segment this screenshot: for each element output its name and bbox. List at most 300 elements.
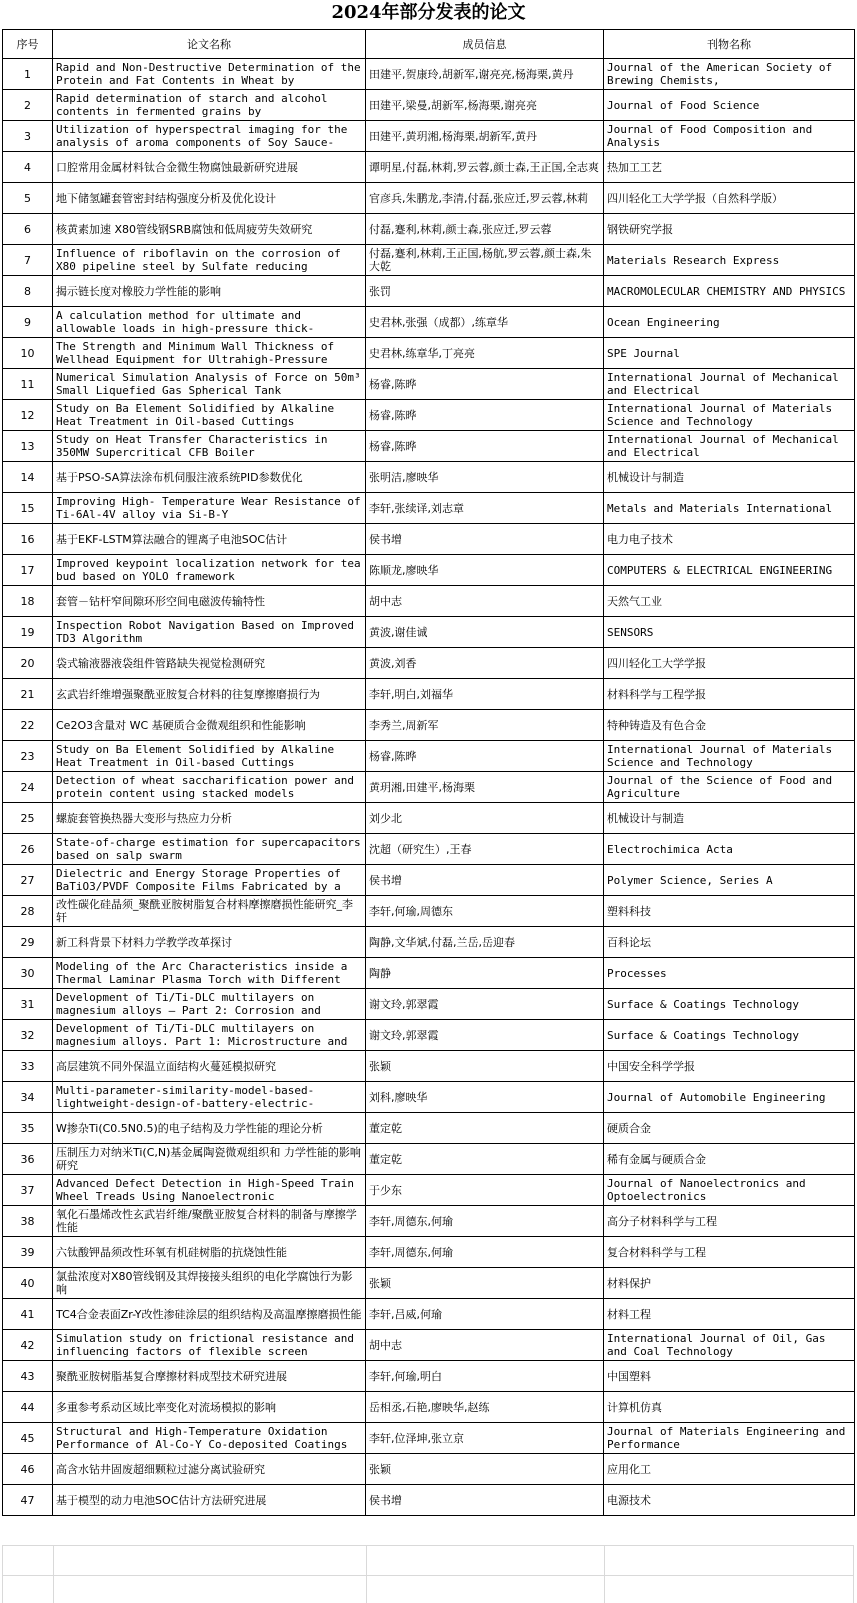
row-members-cell[interactable] bbox=[366, 369, 604, 400]
row-journal: 复合材料科学与工程 bbox=[607, 1245, 706, 1259]
row-members-cell[interactable] bbox=[366, 400, 604, 431]
row-members: 董定乾 bbox=[369, 1152, 402, 1166]
row-index-cell[interactable] bbox=[3, 1361, 53, 1392]
row-members-cell[interactable] bbox=[366, 276, 604, 307]
row-journal-cell[interactable] bbox=[604, 245, 855, 276]
row-index: 6 bbox=[24, 222, 31, 236]
table-row bbox=[3, 524, 855, 555]
table-row bbox=[3, 958, 855, 989]
row-members-cell[interactable] bbox=[366, 1485, 604, 1516]
row-journal-cell[interactable] bbox=[604, 586, 855, 617]
row-index-cell[interactable] bbox=[3, 1237, 53, 1268]
row-members: 史君林,张强（成都）,练章华 bbox=[369, 315, 508, 329]
row-paper-title-cell[interactable] bbox=[53, 245, 366, 276]
row-paper-title-cell[interactable] bbox=[53, 1175, 366, 1206]
row-members-cell[interactable] bbox=[366, 586, 604, 617]
row-paper-title-cell[interactable] bbox=[53, 214, 366, 245]
row-index: 17 bbox=[20, 563, 35, 577]
row-journal-cell[interactable] bbox=[604, 555, 855, 586]
row-members-cell[interactable] bbox=[366, 1423, 604, 1454]
row-paper-title: Study on Heat Transfer Characteristics in 350MW Supercritical CFB Boiler bbox=[56, 433, 328, 459]
table-row bbox=[3, 214, 855, 245]
row-paper-title-cell[interactable] bbox=[53, 369, 366, 400]
row-index: 34 bbox=[20, 1090, 35, 1104]
row-journal-cell[interactable] bbox=[604, 462, 855, 493]
row-index-cell[interactable] bbox=[3, 865, 53, 896]
row-journal: 电力电子技术 bbox=[607, 532, 673, 546]
row-members-cell[interactable] bbox=[366, 617, 604, 648]
row-journal-cell[interactable] bbox=[604, 121, 855, 152]
row-paper-title: 地下储氢罐套管密封结构强度分析及优化设计 bbox=[56, 191, 276, 205]
row-paper-title: Rapid and Non-Destructive Determination of the Protein and Fat Contents in Wheat by bbox=[56, 61, 361, 87]
row-journal-cell[interactable] bbox=[604, 369, 855, 400]
row-journal-cell[interactable] bbox=[604, 431, 855, 462]
row-paper-title-cell[interactable] bbox=[53, 989, 366, 1020]
row-members-cell[interactable] bbox=[366, 803, 604, 834]
row-members-cell[interactable] bbox=[366, 307, 604, 338]
row-journal-cell[interactable] bbox=[604, 1485, 855, 1516]
row-paper-title: Improving High- Temperature Wear Resistance of Ti-6Al-4V alloy via Si-B-Y bbox=[56, 495, 361, 521]
row-journal-cell[interactable] bbox=[604, 1392, 855, 1423]
row-index-cell[interactable] bbox=[3, 524, 53, 555]
row-paper-title-cell[interactable] bbox=[53, 338, 366, 369]
table-row bbox=[3, 1082, 855, 1113]
table-row bbox=[3, 648, 855, 679]
row-members-cell[interactable] bbox=[366, 927, 604, 958]
row-members-cell[interactable] bbox=[366, 1113, 604, 1144]
row-paper-title-cell[interactable] bbox=[53, 865, 366, 896]
row-journal-cell[interactable] bbox=[604, 1020, 855, 1051]
row-members-cell[interactable] bbox=[366, 524, 604, 555]
table-row bbox=[3, 121, 855, 152]
row-journal-cell[interactable] bbox=[604, 679, 855, 710]
row-journal: 百科论坛 bbox=[607, 935, 651, 949]
row-index: 16 bbox=[20, 532, 35, 546]
row-index: 38 bbox=[20, 1214, 35, 1228]
row-paper-title-cell[interactable] bbox=[53, 1144, 366, 1175]
row-journal-cell[interactable] bbox=[604, 648, 855, 679]
row-members-cell[interactable] bbox=[366, 741, 604, 772]
row-paper-title-cell[interactable] bbox=[53, 524, 366, 555]
row-paper-title-cell[interactable] bbox=[53, 307, 366, 338]
row-journal-cell[interactable] bbox=[604, 1206, 855, 1237]
table-row bbox=[3, 1268, 855, 1299]
row-journal-cell[interactable] bbox=[604, 927, 855, 958]
row-index-cell[interactable] bbox=[3, 338, 53, 369]
row-index-cell[interactable] bbox=[3, 90, 53, 121]
table-row bbox=[3, 617, 855, 648]
row-paper-title: 基于PSO-SA算法涂布机伺服注液系统PID参数优化 bbox=[56, 470, 303, 484]
row-journal: Surface & Coatings Technology bbox=[607, 997, 800, 1011]
row-index-cell[interactable] bbox=[3, 927, 53, 958]
row-paper-title-cell[interactable] bbox=[53, 1423, 366, 1454]
row-members-cell[interactable] bbox=[366, 59, 604, 90]
row-paper-title-cell[interactable] bbox=[53, 276, 366, 307]
row-paper-title-cell[interactable] bbox=[53, 617, 366, 648]
row-journal-cell[interactable] bbox=[604, 1051, 855, 1082]
row-members-cell[interactable] bbox=[366, 1392, 604, 1423]
row-paper-title-cell[interactable] bbox=[53, 1051, 366, 1082]
row-members-cell[interactable] bbox=[366, 245, 604, 276]
row-paper-title-cell[interactable] bbox=[53, 431, 366, 462]
row-index: 26 bbox=[20, 842, 35, 856]
row-index-cell[interactable] bbox=[3, 679, 53, 710]
row-members-cell[interactable] bbox=[366, 958, 604, 989]
row-index-cell[interactable] bbox=[3, 462, 53, 493]
row-index-cell[interactable] bbox=[3, 400, 53, 431]
row-paper-title-cell[interactable] bbox=[53, 1361, 366, 1392]
row-paper-title-cell[interactable] bbox=[53, 1082, 366, 1113]
row-journal: 硬质合金 bbox=[607, 1121, 651, 1135]
row-members: 胡中志 bbox=[369, 1338, 402, 1352]
row-index-cell[interactable] bbox=[3, 1423, 53, 1454]
row-index-cell[interactable] bbox=[3, 834, 53, 865]
row-paper-title: 螺旋套管换热器大变形与热应力分析 bbox=[56, 811, 232, 825]
row-paper-title: Modeling of the Arc Characteristics inside a Thermal Laminar Plasma Torch with Different bbox=[56, 960, 348, 986]
row-index-cell[interactable] bbox=[3, 1454, 53, 1485]
row-index-cell[interactable] bbox=[3, 1330, 53, 1361]
row-members-cell[interactable] bbox=[366, 1361, 604, 1392]
row-paper-title-cell[interactable] bbox=[53, 834, 366, 865]
header-row bbox=[3, 30, 855, 59]
row-index-cell[interactable] bbox=[3, 214, 53, 245]
row-journal: 应用化工 bbox=[607, 1462, 651, 1476]
row-journal-cell[interactable] bbox=[604, 1144, 855, 1175]
row-index-cell[interactable] bbox=[3, 958, 53, 989]
row-paper-title-cell[interactable] bbox=[53, 462, 366, 493]
row-members-cell[interactable] bbox=[366, 865, 604, 896]
row-journal-cell[interactable] bbox=[604, 1423, 855, 1454]
row-index-cell[interactable] bbox=[3, 896, 53, 927]
row-paper-title-cell[interactable] bbox=[53, 648, 366, 679]
row-index-cell[interactable] bbox=[3, 431, 53, 462]
row-journal: 钢铁研究学报 bbox=[607, 222, 673, 236]
table-row bbox=[3, 1361, 855, 1392]
row-paper-title: W掺杂Ti(C0.5N0.5)的电子结构及力学性能的理论分析 bbox=[56, 1121, 323, 1135]
row-index-cell[interactable] bbox=[3, 1051, 53, 1082]
row-journal-cell[interactable] bbox=[604, 183, 855, 214]
row-index-cell[interactable] bbox=[3, 1268, 53, 1299]
row-paper-title-cell[interactable] bbox=[53, 803, 366, 834]
row-journal: International Journal of Mechanical and Electrical bbox=[607, 433, 839, 459]
row-members: 于少东 bbox=[369, 1183, 402, 1197]
table-row bbox=[3, 462, 855, 493]
row-paper-title: Inspection Robot Navigation Based on Improved TD3 Algorithm bbox=[56, 619, 355, 645]
row-index-cell[interactable] bbox=[3, 586, 53, 617]
row-members-cell[interactable] bbox=[366, 834, 604, 865]
row-index-cell[interactable] bbox=[3, 617, 53, 648]
row-index: 9 bbox=[24, 315, 31, 329]
row-index-cell[interactable] bbox=[3, 741, 53, 772]
row-journal: Journal of Food Composition and Analysis bbox=[607, 123, 813, 149]
table-body bbox=[3, 59, 855, 1516]
row-journal-cell[interactable] bbox=[604, 989, 855, 1020]
row-members: 黄玥湘,田建平,杨海栗 bbox=[369, 780, 475, 794]
row-index: 23 bbox=[20, 749, 35, 763]
row-paper-title: Influence of riboflavin on the corrosion of X80 pipeline steel by Sulfate reducing bbox=[56, 247, 341, 273]
row-members-cell[interactable] bbox=[366, 1144, 604, 1175]
table-row bbox=[3, 710, 855, 741]
row-members-cell[interactable] bbox=[366, 989, 604, 1020]
row-index-cell[interactable] bbox=[3, 245, 53, 276]
row-paper-title-cell[interactable] bbox=[53, 152, 366, 183]
row-members: 张颖 bbox=[369, 1462, 391, 1476]
row-journal-cell[interactable] bbox=[604, 1361, 855, 1392]
row-index-cell[interactable] bbox=[3, 772, 53, 803]
table-row bbox=[3, 307, 855, 338]
row-journal-cell[interactable] bbox=[604, 307, 855, 338]
row-members-cell[interactable] bbox=[366, 121, 604, 152]
row-paper-title: 高层建筑不同外保温立面结构火蔓延模拟研究 bbox=[56, 1059, 276, 1073]
row-paper-title: Development of Ti/Ti-DLC multilayers on magnesium alloys. Part 1: Microstructure and bbox=[56, 1022, 348, 1048]
row-members: 杨睿,陈晔 bbox=[369, 377, 417, 391]
row-paper-title-cell[interactable] bbox=[53, 1113, 366, 1144]
row-index: 27 bbox=[20, 873, 35, 887]
row-index-cell[interactable] bbox=[3, 121, 53, 152]
row-journal-cell[interactable] bbox=[604, 493, 855, 524]
row-journal: 热加工工艺 bbox=[607, 160, 662, 174]
row-members-cell[interactable] bbox=[366, 1299, 604, 1330]
row-journal-cell[interactable] bbox=[604, 400, 855, 431]
row-members-cell[interactable] bbox=[366, 772, 604, 803]
row-members-cell[interactable] bbox=[366, 90, 604, 121]
row-journal-cell[interactable] bbox=[604, 1454, 855, 1485]
row-index: 11 bbox=[20, 377, 35, 391]
row-journal: International Journal of Oil, Gas and Coal Technology bbox=[607, 1332, 826, 1358]
row-members-cell[interactable] bbox=[366, 1330, 604, 1361]
header-journal[interactable]: 刊物名称 bbox=[604, 30, 855, 59]
row-members-cell[interactable] bbox=[366, 710, 604, 741]
row-journal: 材料工程 bbox=[607, 1307, 651, 1321]
row-index: 31 bbox=[20, 997, 35, 1011]
row-members-cell[interactable] bbox=[366, 679, 604, 710]
row-paper-title: Study on Ba Element Solidified by Alkaline Heat Treatment in Oil-based Cuttings bbox=[56, 402, 335, 428]
table-row bbox=[3, 152, 855, 183]
table-row bbox=[3, 989, 855, 1020]
row-members-cell[interactable] bbox=[366, 555, 604, 586]
table-row bbox=[3, 772, 855, 803]
table-row bbox=[3, 1175, 855, 1206]
row-journal: 材料保护 bbox=[607, 1276, 651, 1290]
row-paper-title-cell[interactable] bbox=[53, 1237, 366, 1268]
row-paper-title: Rapid determination of starch and alcohol contents in fermented grains by bbox=[56, 92, 328, 118]
row-journal-cell[interactable] bbox=[604, 1299, 855, 1330]
row-index: 14 bbox=[20, 470, 35, 484]
row-paper-title: Ce2O3含量对 WC 基硬质合金微观组织和性能影响 bbox=[56, 718, 306, 732]
row-journal-cell[interactable] bbox=[604, 865, 855, 896]
row-journal-cell[interactable] bbox=[604, 90, 855, 121]
row-index-cell[interactable] bbox=[3, 803, 53, 834]
row-index-cell[interactable] bbox=[3, 59, 53, 90]
row-paper-title-cell[interactable] bbox=[53, 741, 366, 772]
row-paper-title-cell[interactable] bbox=[53, 59, 366, 90]
table-row bbox=[3, 400, 855, 431]
row-paper-title-cell[interactable] bbox=[53, 679, 366, 710]
row-paper-title: 高含水钻井固废超细颗粒过滤分离试验研究 bbox=[56, 1462, 265, 1476]
row-index-cell[interactable] bbox=[3, 1144, 53, 1175]
row-index-cell[interactable] bbox=[3, 1485, 53, 1516]
row-paper-title-cell[interactable] bbox=[53, 1392, 366, 1423]
row-index-cell[interactable] bbox=[3, 555, 53, 586]
row-journal-cell[interactable] bbox=[604, 617, 855, 648]
header-index[interactable]: 序号 bbox=[3, 30, 53, 59]
row-index-cell[interactable] bbox=[3, 989, 53, 1020]
row-index-cell[interactable] bbox=[3, 710, 53, 741]
row-index: 1 bbox=[24, 67, 31, 81]
row-journal-cell[interactable] bbox=[604, 524, 855, 555]
row-journal-cell[interactable] bbox=[604, 958, 855, 989]
row-index: 7 bbox=[24, 253, 31, 267]
row-index-cell[interactable] bbox=[3, 493, 53, 524]
row-members: 谢文玲,郭翠霞 bbox=[369, 997, 439, 1011]
row-journal-cell[interactable] bbox=[604, 896, 855, 927]
row-journal-cell[interactable] bbox=[604, 1330, 855, 1361]
row-paper-title-cell[interactable] bbox=[53, 710, 366, 741]
row-journal-cell[interactable] bbox=[604, 1175, 855, 1206]
row-journal-cell[interactable] bbox=[604, 276, 855, 307]
row-members: 李秀兰,周新军 bbox=[369, 718, 439, 732]
row-journal: Journal of the American Society of Brewing Chemists, bbox=[607, 61, 833, 87]
row-index-cell[interactable] bbox=[3, 307, 53, 338]
row-paper-title-cell[interactable] bbox=[53, 586, 366, 617]
row-journal-cell[interactable] bbox=[604, 1082, 855, 1113]
row-journal: 塑料科技 bbox=[607, 904, 651, 918]
row-paper-title-cell[interactable] bbox=[53, 1206, 366, 1237]
row-members-cell[interactable] bbox=[366, 1206, 604, 1237]
row-paper-title-cell[interactable] bbox=[53, 772, 366, 803]
row-paper-title-cell[interactable] bbox=[53, 493, 366, 524]
row-members-cell[interactable] bbox=[366, 1454, 604, 1485]
row-index-cell[interactable] bbox=[3, 1082, 53, 1113]
row-journal-cell[interactable] bbox=[604, 772, 855, 803]
row-paper-title-cell[interactable] bbox=[53, 400, 366, 431]
row-members: 田建平,黄玥湘,杨海栗,胡新军,黄丹 bbox=[369, 129, 537, 143]
row-journal-cell[interactable] bbox=[604, 710, 855, 741]
row-paper-title: 套管－钻杆窄间隙环形空间电磁波传输特性 bbox=[56, 594, 265, 608]
row-members: 谢文玲,郭翠霞 bbox=[369, 1028, 439, 1042]
row-members-cell[interactable] bbox=[366, 214, 604, 245]
row-paper-title: 改性碳化硅晶须_聚酰亚胺树脂复合材料摩擦磨损性能研究_李轩 bbox=[56, 898, 353, 924]
row-journal-cell[interactable] bbox=[604, 803, 855, 834]
row-paper-title-cell[interactable] bbox=[53, 958, 366, 989]
row-index-cell[interactable] bbox=[3, 1020, 53, 1051]
row-index: 21 bbox=[20, 687, 35, 701]
row-paper-title-cell[interactable] bbox=[53, 927, 366, 958]
row-index-cell[interactable] bbox=[3, 1113, 53, 1144]
row-index: 12 bbox=[20, 408, 35, 422]
row-journal: International Journal of Materials Science and Technology bbox=[607, 402, 833, 428]
row-members-cell[interactable] bbox=[366, 183, 604, 214]
row-members-cell[interactable] bbox=[366, 338, 604, 369]
row-index-cell[interactable] bbox=[3, 369, 53, 400]
row-members: 李轩,明白,刘福华 bbox=[369, 687, 453, 701]
header-paper-title[interactable]: 论文名称 bbox=[53, 30, 366, 59]
row-journal: Journal of Materials Engineering and Performance bbox=[607, 1425, 846, 1451]
row-index-cell[interactable] bbox=[3, 1206, 53, 1237]
row-paper-title: 揭示链长度对橡胶力学性能的影响 bbox=[56, 284, 221, 298]
row-journal: 中国塑料 bbox=[607, 1369, 651, 1383]
row-journal-cell[interactable] bbox=[604, 59, 855, 90]
row-paper-title-cell[interactable] bbox=[53, 121, 366, 152]
row-members-cell[interactable] bbox=[366, 493, 604, 524]
row-journal-cell[interactable] bbox=[604, 741, 855, 772]
row-journal-cell[interactable] bbox=[604, 338, 855, 369]
row-members-cell[interactable] bbox=[366, 648, 604, 679]
row-index-cell[interactable] bbox=[3, 183, 53, 214]
row-paper-title-cell[interactable] bbox=[53, 1330, 366, 1361]
row-journal: 天然气工业 bbox=[607, 594, 662, 608]
row-paper-title-cell[interactable] bbox=[53, 183, 366, 214]
row-paper-title-cell[interactable] bbox=[53, 1299, 366, 1330]
table-row bbox=[3, 741, 855, 772]
row-paper-title-cell[interactable] bbox=[53, 555, 366, 586]
row-members-cell[interactable] bbox=[366, 1051, 604, 1082]
row-index: 42 bbox=[20, 1338, 35, 1352]
row-members: 李轩,周德东,何瑜 bbox=[369, 1214, 453, 1228]
row-members: 史君林,练章华,丁亮亮 bbox=[369, 346, 475, 360]
row-index-cell[interactable] bbox=[3, 152, 53, 183]
row-members: 张颖 bbox=[369, 1276, 391, 1290]
empty-grid-area bbox=[2, 1545, 854, 1603]
row-index: 33 bbox=[20, 1059, 35, 1073]
row-index-cell[interactable] bbox=[3, 1299, 53, 1330]
row-journal: Materials Research Express bbox=[607, 253, 780, 267]
row-index-cell[interactable] bbox=[3, 1175, 53, 1206]
row-paper-title-cell[interactable] bbox=[53, 1020, 366, 1051]
row-index: 20 bbox=[20, 656, 35, 670]
row-members: 李轩,何瑜,明白 bbox=[369, 1369, 442, 1383]
row-paper-title-cell[interactable] bbox=[53, 896, 366, 927]
row-paper-title: Detection of wheat saccharification power and protein content using stacked models bbox=[56, 774, 355, 800]
row-index: 47 bbox=[20, 1493, 35, 1507]
row-members: 田建平,贺康玲,胡新军,谢亮亮,杨海栗,黄丹 bbox=[369, 67, 574, 81]
row-paper-title-cell[interactable] bbox=[53, 90, 366, 121]
row-members-cell[interactable] bbox=[366, 1175, 604, 1206]
row-members-cell[interactable] bbox=[366, 1020, 604, 1051]
row-members-cell[interactable] bbox=[366, 462, 604, 493]
row-index-cell[interactable] bbox=[3, 276, 53, 307]
row-paper-title-cell[interactable] bbox=[53, 1454, 366, 1485]
row-members: 张颖 bbox=[369, 1059, 391, 1073]
row-members-cell[interactable] bbox=[366, 1082, 604, 1113]
row-members-cell[interactable] bbox=[366, 1268, 604, 1299]
row-members: 李轩,张续译,刘志章 bbox=[369, 501, 464, 515]
row-index: 36 bbox=[20, 1152, 35, 1166]
row-paper-title-cell[interactable] bbox=[53, 1485, 366, 1516]
table-row bbox=[3, 493, 855, 524]
table-row bbox=[3, 1020, 855, 1051]
row-journal-cell[interactable] bbox=[604, 834, 855, 865]
table-row bbox=[3, 1454, 855, 1485]
row-paper-title: Advanced Defect Detection in High-Speed Train Wheel Treads Using Nanoelectronic bbox=[56, 1177, 355, 1203]
row-journal-cell[interactable] bbox=[604, 1268, 855, 1299]
row-members-cell[interactable] bbox=[366, 431, 604, 462]
papers-table bbox=[2, 29, 855, 1516]
row-index-cell[interactable] bbox=[3, 1392, 53, 1423]
row-journal-cell[interactable] bbox=[604, 1113, 855, 1144]
table-row bbox=[3, 369, 855, 400]
row-members-cell[interactable] bbox=[366, 152, 604, 183]
row-journal: COMPUTERS & ELECTRICAL ENGINEERING bbox=[607, 563, 833, 577]
header-members[interactable]: 成员信息 bbox=[366, 30, 604, 59]
row-journal-cell[interactable] bbox=[604, 214, 855, 245]
row-paper-title-cell[interactable] bbox=[53, 1268, 366, 1299]
row-members-cell[interactable] bbox=[366, 896, 604, 927]
row-members-cell[interactable] bbox=[366, 1237, 604, 1268]
row-index-cell[interactable] bbox=[3, 648, 53, 679]
row-journal-cell[interactable] bbox=[604, 1237, 855, 1268]
row-journal-cell[interactable] bbox=[604, 152, 855, 183]
